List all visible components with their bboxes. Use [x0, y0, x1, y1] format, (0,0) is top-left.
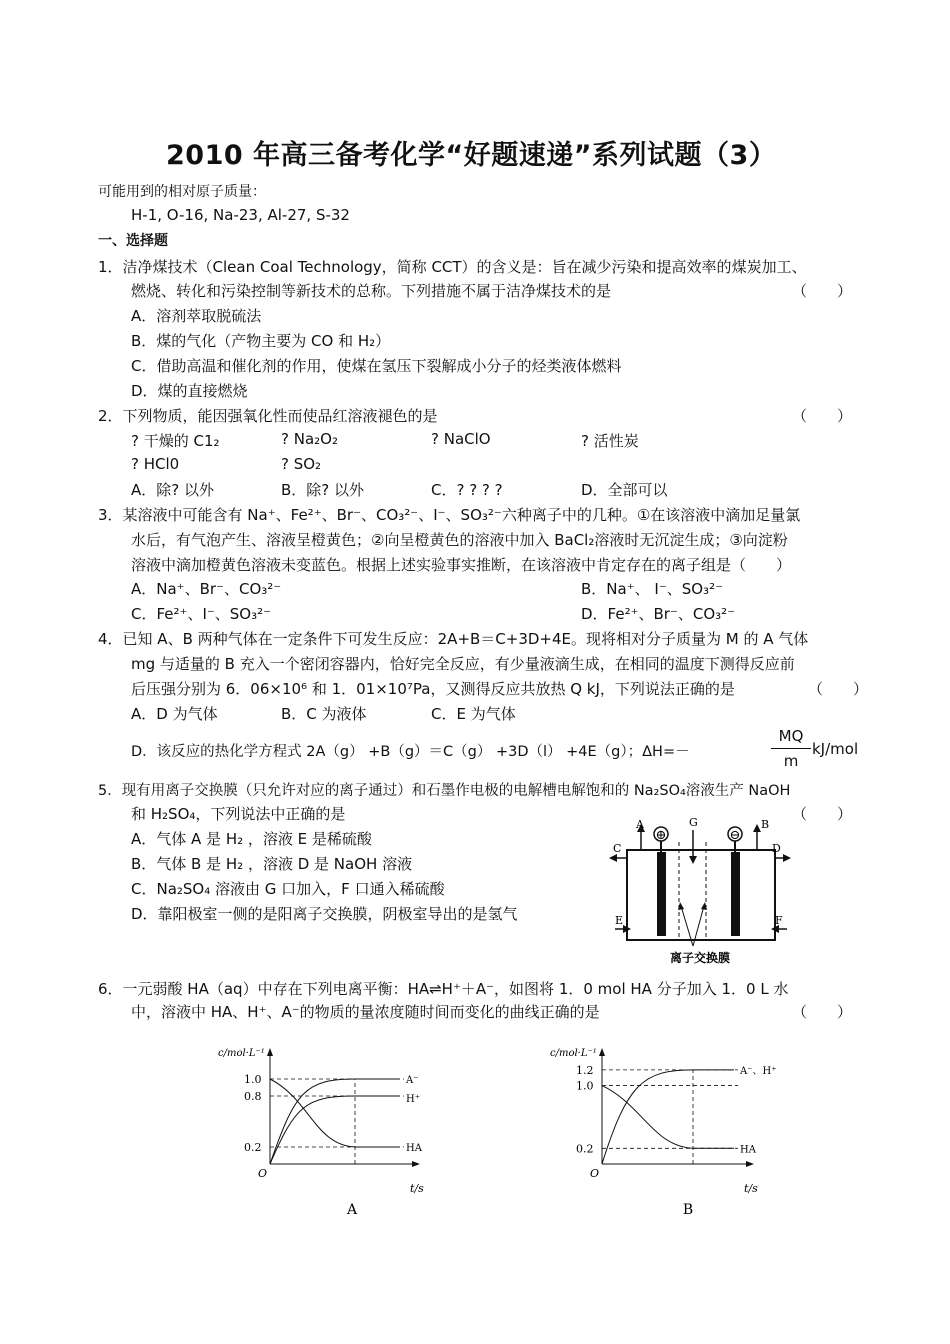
y-tick-label: 1.0: [244, 1073, 262, 1086]
q2-item-1: ? 干燥的 C1₂: [131, 432, 220, 450]
q4-option-c: C．E 为气体: [431, 705, 516, 723]
page-title: 2010 年高三备考化学“好题速递”系列试题（3）: [166, 140, 777, 171]
q2-line1: 2．下列物质，能因强氧化性而使品红溶液褪色的是: [98, 407, 438, 425]
chart-caption: B: [682, 1202, 694, 1218]
q4-fraction-bar: [771, 748, 811, 749]
series-line-0: [270, 1079, 400, 1164]
chart-a: [218, 1040, 452, 1220]
q2-option-a: A．除? 以外: [131, 481, 214, 499]
q2-option-d: D．全部可以: [581, 481, 668, 499]
q1-option-b: B．煤的气化（产物主要为 CO 和 H₂）: [131, 332, 391, 350]
q1-option-d: D．煤的直接燃烧: [131, 382, 248, 400]
series-label-1: HA: [740, 1144, 756, 1156]
tank-outline: [627, 850, 775, 940]
q4-option-a: A．D 为气体: [131, 705, 218, 723]
q4-option-d: D．该反应的热化学方程式 2A（g） +B（g）＝C（g） +3D（l） +4E（g）；ΔH=－: [131, 744, 690, 760]
q4-line2: mg 与适量的 B 充入一个密闭容器内，恰好完全反应，有少量液滴生成，在相同的温度下测得反应前: [131, 655, 795, 673]
q3-line3: 溶液中滴加橙黄色溶液未变蓝色。根据上述实验事实推断，在该溶液中肯定存在的离子组是（ ）: [131, 556, 792, 574]
series-label-2: HA: [406, 1143, 422, 1154]
label-c: C: [613, 842, 622, 855]
series-label-0: A⁻、H⁺: [740, 1065, 777, 1077]
cathode-symbol: ⊖: [729, 828, 741, 843]
series-line-1: [602, 1086, 734, 1149]
q5-line2: 和 H₂SO₄，下列说法中正确的是: [131, 805, 346, 823]
q3-option-b: B．Na⁺、 I⁻、SO₃²⁻: [581, 580, 724, 598]
x-axis-label: t/s: [410, 1182, 424, 1195]
label-d: D: [772, 842, 781, 855]
origin-label: O: [258, 1167, 268, 1180]
x-axis-arrow: [412, 1161, 420, 1167]
q5-line1: 5．现有用离子交换膜（只允许对应的离子通过）和石墨作电极的电解槽电解饱和的 Na₂SO₄溶液生产 NaOH: [98, 783, 791, 799]
q5-answer-bracket: （ ）: [792, 805, 853, 823]
x-axis-label: t/s: [744, 1182, 758, 1195]
q4-fraction-numerator: MQ: [778, 727, 804, 745]
section-heading: 一、选择题: [98, 233, 168, 249]
q4-option-b: B．C 为液体: [281, 705, 367, 723]
y-axis-label: c/mol·L⁻¹: [218, 1048, 265, 1059]
chart-b: [550, 1040, 800, 1220]
y-axis-arrow: [267, 1048, 273, 1056]
q6-line1: 6．一元弱酸 HA（aq）中存在下列电离平衡：HA⇌H⁺＋A⁻，如图将 1．0 mol HA 分子加入 1．0 L 水: [98, 980, 789, 998]
q2-item-4: ? 活性炭: [581, 432, 639, 450]
q5-option-a: A．气体 A 是 H₂ ，溶液 E 是稀硫酸: [131, 830, 372, 848]
series-label-0: A⁻: [406, 1075, 419, 1086]
y-axis-label: c/mol·L⁻¹: [550, 1048, 597, 1059]
q2-item-6: ? SO₂: [281, 455, 322, 473]
series-line-2: [270, 1079, 400, 1147]
y-tick-label: 0.2: [576, 1142, 594, 1156]
series-label-1: H⁺: [406, 1094, 420, 1105]
anode-symbol: ⊕: [655, 828, 667, 843]
series-line-0: [602, 1070, 734, 1164]
q4-unit: kJ/mol: [812, 740, 859, 758]
anode-electrode: [657, 852, 666, 936]
atomic-mass-values: H-1, O-16, Na-23, Al-27, S-32: [131, 206, 350, 224]
q3-line2: 水后，有气泡产生、溶液呈橙黄色；②向呈橙黄色的溶液中加入 BaCl₂溶液时无沉淀生成；③向淀粉: [131, 531, 788, 549]
q5-option-d: D．靠阳极室一侧的是阳离子交换膜，阴极室导出的是氢气: [131, 905, 518, 923]
q5-option-c: C．Na₂SO₄ 溶液由 G 口加入，F 口通入稀硫酸: [131, 880, 445, 898]
q1-option-a: A．溶剂萃取脱硫法: [131, 307, 262, 325]
series-line-1: [270, 1096, 400, 1164]
label-a: A: [636, 818, 644, 831]
q2-item-3: ? NaClO: [431, 430, 491, 448]
q1-option-c: C．借助高温和催化剂的作用，使煤在氢压下裂解成小分子的烃类液体燃料: [131, 357, 622, 375]
membrane-caption: 离子交换膜: [669, 951, 731, 965]
q6-line2: 中，溶液中 HA、H⁺、A⁻的物质的量浓度随时间而变化的曲线正确的是: [131, 1003, 600, 1021]
label-e: E: [615, 914, 624, 927]
q2-item-2: ? Na₂O₂: [281, 430, 338, 448]
y-tick-label: 0.8: [244, 1090, 262, 1103]
chart-caption: A: [346, 1202, 358, 1218]
q2-option-c: C．? ? ? ?: [431, 481, 503, 499]
q6-answer-bracket: （ ）: [792, 1003, 853, 1021]
q3-option-d: D．Fe²⁺、Br⁻、CO₃²⁻: [581, 605, 736, 623]
q3-option-c: C．Fe²⁺、I⁻、SO₃²⁻: [131, 605, 272, 623]
q2-option-b: B．除? 以外: [281, 481, 365, 499]
label-b: B: [761, 818, 770, 831]
q2-answer-bracket: （ ）: [792, 407, 853, 425]
q3-option-a: A．Na⁺、Br⁻、CO₃²⁻: [131, 580, 282, 598]
q4-fraction-denominator: m: [783, 752, 799, 770]
y-axis-arrow: [599, 1048, 605, 1056]
q3-line1: 3．某溶液中可能含有 Na⁺、Fe²⁺、Br⁻、CO₃²⁻、I⁻、SO₃²⁻六种离子中的几种。①在该溶液中滴加足量氯: [98, 506, 801, 524]
y-tick-label: 1.2: [576, 1063, 594, 1077]
q1-line2: 燃烧、转化和污染控制等新技术的总称。下列措施不属于洁净煤技术的是: [131, 282, 612, 300]
origin-label: O: [590, 1167, 600, 1180]
cathode-electrode: [731, 852, 740, 936]
label-f: F: [775, 914, 783, 927]
y-tick-label: 1.0: [576, 1079, 594, 1093]
q4-line3: 后压强分别为 6．06×10⁶ 和 1．01×10⁷Pa，又测得反应共放热 Q kJ，下列说法正确的是: [131, 680, 735, 698]
label-g: G: [689, 816, 698, 829]
q1-answer-bracket: （ ）: [792, 282, 853, 300]
atomic-mass-heading: 可能用到的相对原子质量：: [98, 184, 266, 200]
q5-option-b: B．气体 B 是 H₂ ，溶液 D 是 NaOH 溶液: [131, 855, 413, 873]
electrolysis-cell-diagram: [605, 812, 795, 970]
q4-answer-bracket: （ ）: [808, 680, 869, 698]
q4-line1: 4．已知 A、B 两种气体在一定条件下可发生反应：2A+B＝C+3D+4E。现将相对分子质量为 M 的 A 气体: [98, 630, 809, 648]
x-axis-arrow: [746, 1161, 754, 1167]
q1-line1: 1．洁净煤技术（Clean Coal Technology，简称 CCT）的含义是：旨在减少污染和提高效率的煤炭加工、: [98, 258, 807, 276]
y-tick-label: 0.2: [244, 1141, 262, 1154]
q2-item-5: ? HCl0: [131, 455, 180, 473]
